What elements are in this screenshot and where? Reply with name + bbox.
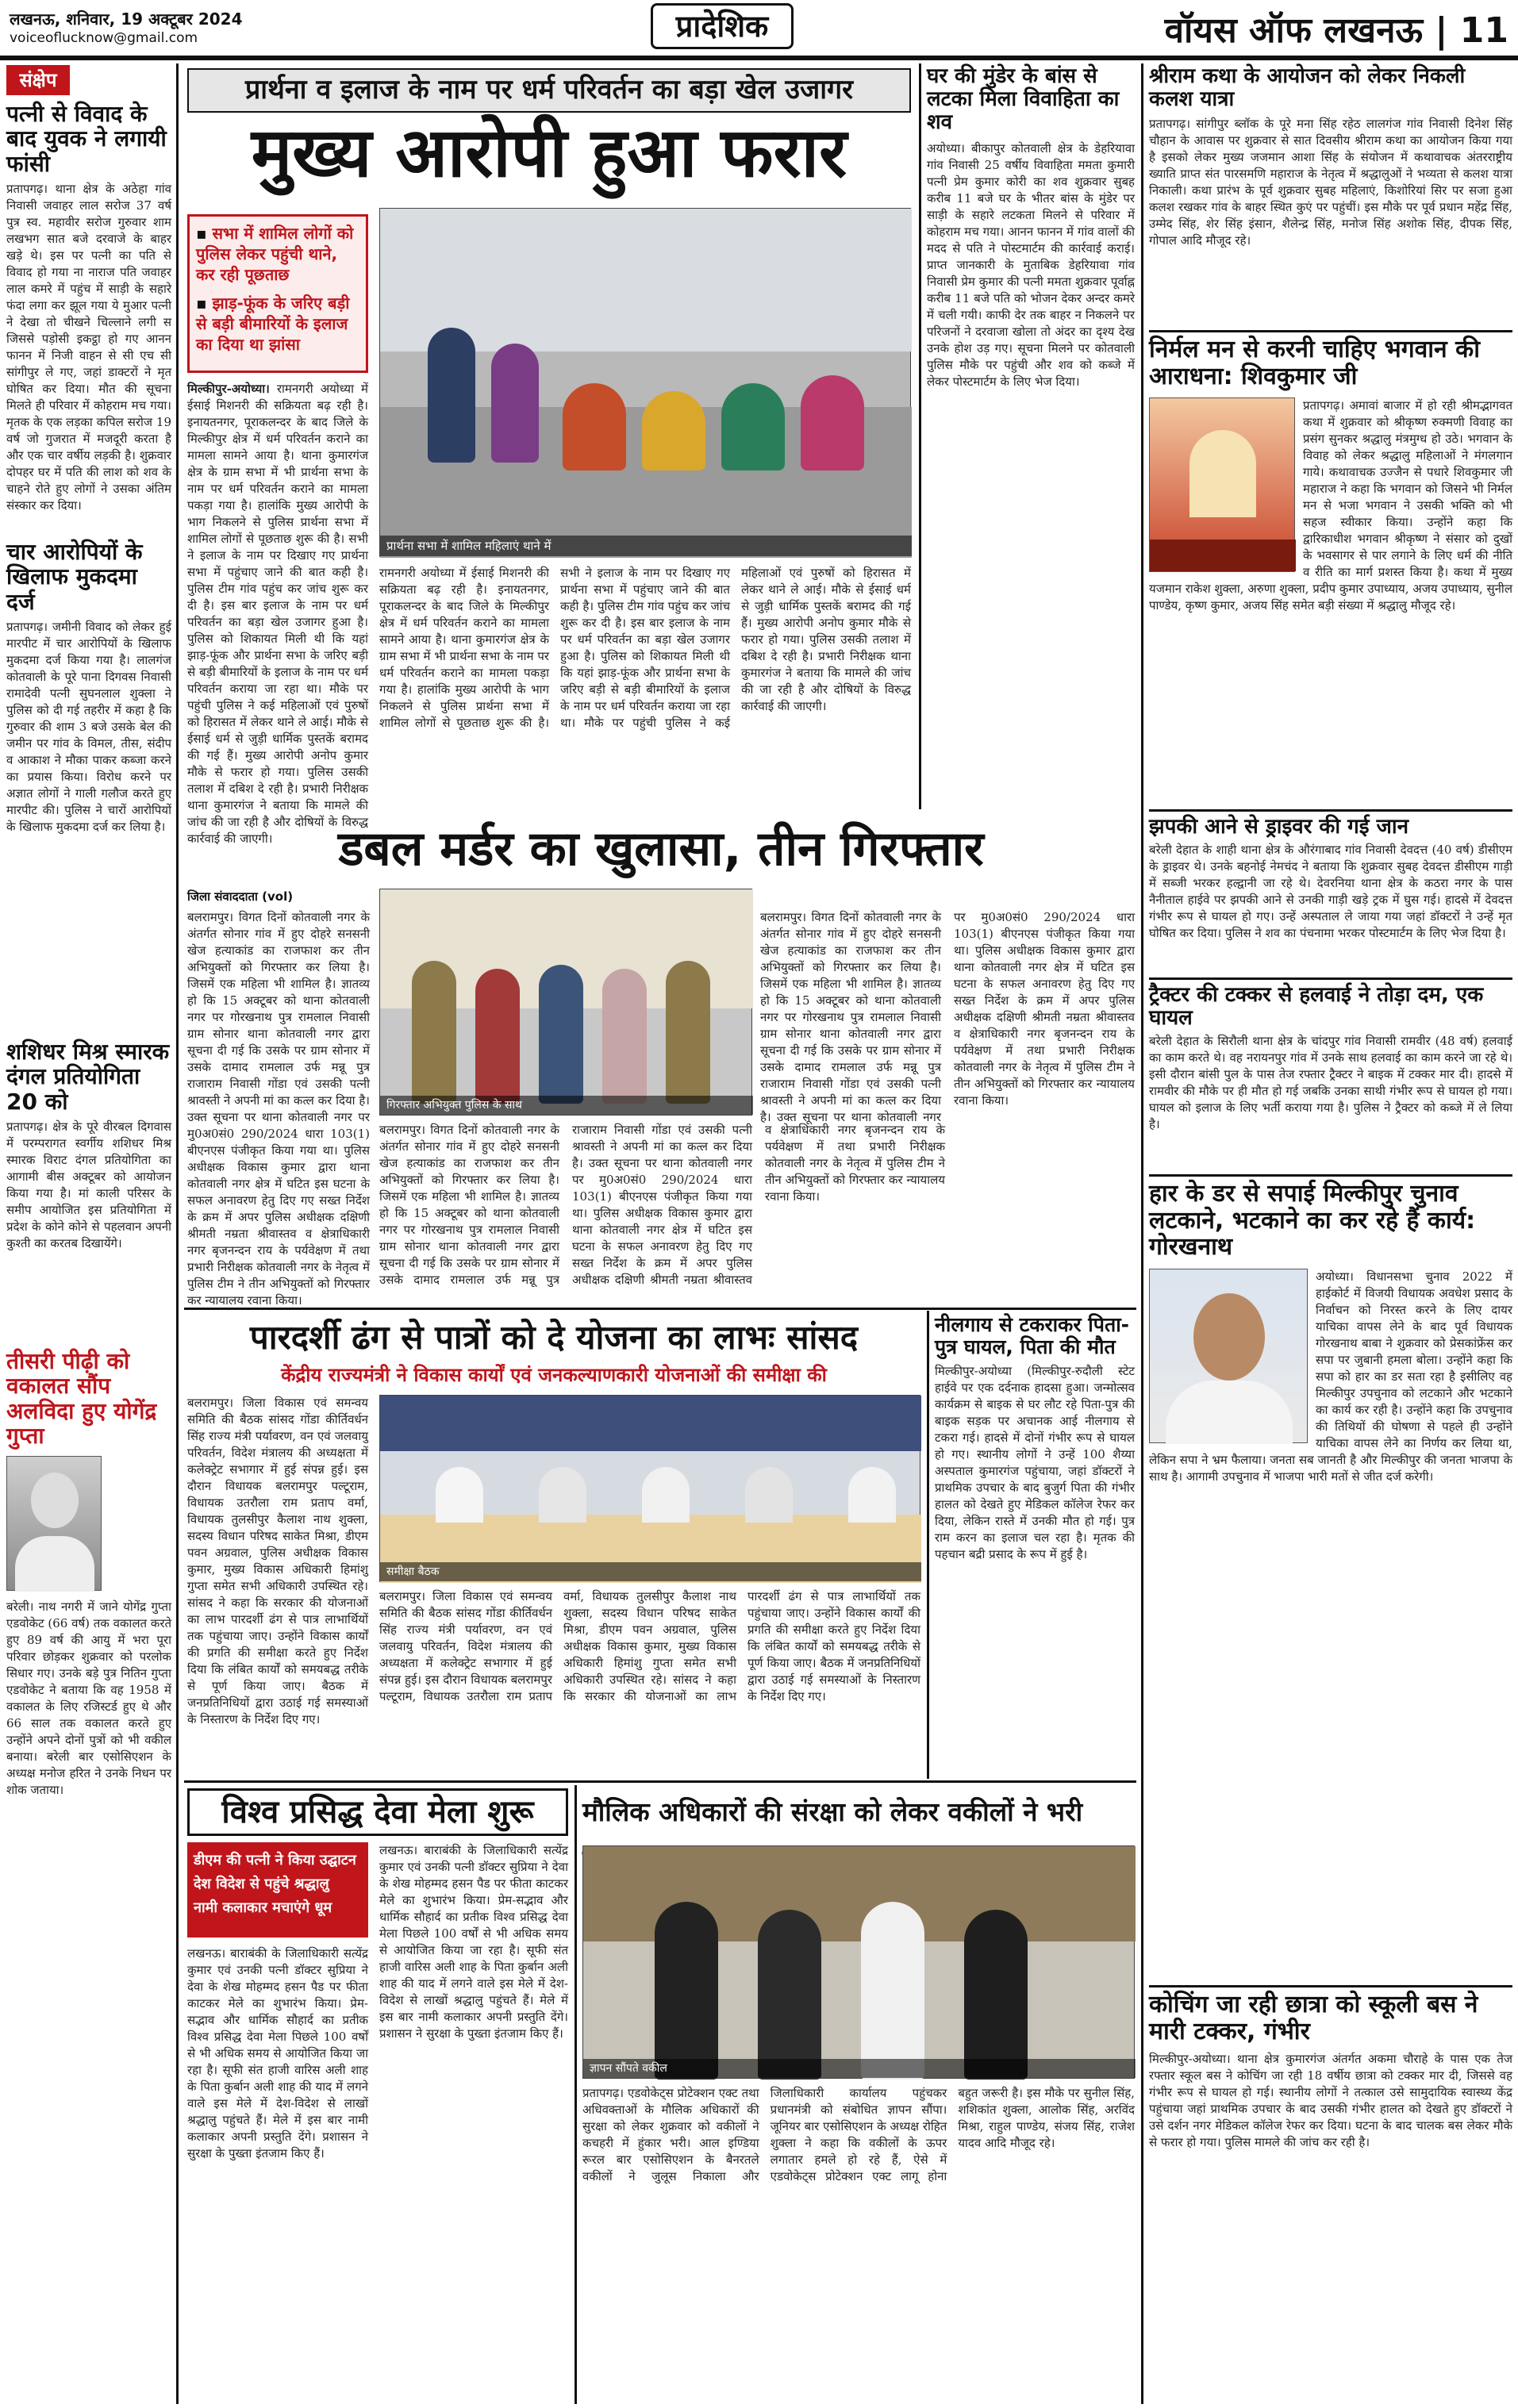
story-divider [1149, 1985, 1512, 1987]
photo-stage [1150, 540, 1296, 571]
lead-photo-caption: प्रार्थना सभा में शामिल महिलाएं थाने में [380, 536, 912, 556]
neelgay-body: मिल्कीपुर-अयोध्या (मिल्कीपुर-रुदौली स्टेट हाईवे पर एक दर्दनाक हादसा हुआ। जन्मोत्सव कार्यक्रम से बाइक से घर लौट रहे पिता-पुत्र की बाइक सड़क पर अचानक आई नीलगाय से टकरा गई। हादसे में दोनों गंभीर रूप से घायल हो गए। स्थानीय लोगों ने उन्हें 100 शैय्या अस्पताल कुमारगंज पहुंचाया, जहां डॉक्टरों ने प्राथमिक उपचार के बाद बुजुर्ग पिता की गंभीर हालत को देखते हुए मेडिकल कॉलेज रेफर कर दिया, लेकिन रास्ते में उनकी मौत हो गई। पुत्र राम करन का इलाज चल रहा है। मृतक की पहचान बद्री प्रसाद के रूप में हुई है। [935, 1364, 1135, 1561]
coaching-body: मिल्कीपुर-अयोध्या। थाना क्षेत्र कुमारगंज अंतर्गत अकमा चौराहे के पास एक तेज रफ्तार स्कूल बस ने कोचिंग जा रही 18 वर्षीय छात्रा को टक्कर मार दी, जिससे वह गंभीर रूप से घायल हो गई। स्थानीय लोगों ने तत्काल उसे सामुदायिक स्वास्थ्य केंद्र पहुंचाया जहां प्राथमिक उपचार के बाद उसकी गंभीर हालत को देखते हुए डॉक्टरों ने उसे दर्शन नगर मेडिकल कॉलेज रेफर कर दिया। घटना के बाद चालक बस लेकर मौके से फरार हो गया। पुलिस मामले की जांच कर रही है। [1149, 2052, 1512, 2150]
temple-photo [1149, 397, 1295, 572]
column-divider [176, 63, 179, 2404]
nirmal-body: प्रतापगढ़। अमावां बाजार में हो रही श्रीमद्भागवत कथा में शुक्रवार को श्रीकृष्ण रुक्मणी विवाह का प्रसंग सुनकर श्रद्धालु मंत्रमुग्ध हो उठे। भगवान के विवाह को लेकर श्रद्धालु महिलाओं ने मंगलगान गाये। कथावाचक उज्जैन से पधारे शिवकुमार जी महाराज ने कहा कि भगवान को जिसने भी निर्मल मन से भजा भगवान ने उसकी भक्ति को भी सहज स्वीकार किया। उन्होंने कहा कि द्वारिकाधीश भगवान श्रीकृष्ण ने संसार को दुखों के भवसागर से पार लगाने के लिए धर्म की नीति व रीति का मार्ग प्रशस्त किया है। कथा में मुख्य यजमान राकेश शुक्ला, अरुणा शुक्ला, प्रदीप कुमार उपाध्याय, अजय उपाध्याय, सुनील पाण्डेय, कृष्ण कुमार, अजय सिंह समेत बड़ी संख्या में श्रद्धालु मौजूद रहे। [1149, 398, 1512, 613]
story-neelgay [935, 1314, 1135, 1774]
contact-email[interactable]: voiceoflucknow@gmail.com [10, 30, 198, 46]
brief-1-body: प्रतापगढ़। थाना क्षेत्र के अठेहा गांव निवासी जवाहर लाल सरोज 37 वर्ष पुत्र स्व. महावीर सरोज गुरुवार शाम लखभग सात बजे दरवाजे के बाहर खड़े थे। इस पर पत्नी का पति से विवाद हो गया ना नाराज पति जवाहर लाल कमरे में पहुंच में साड़ी के सहारे फंदा लगा कर झूल गया ये मुआर पत्नी ने देखा तो चीखने चिल्लाने लगी स जिससे पड़ोसी इकट्ठा हो गए आनन फानन में निजी वाहन से सी एच सी सांगीपुर ले गए, जहां डाक्टरों ने मृत घोषित कर दिया। मौत की सूचना मिलते ही परिवार में कोहराम मच गया। मृतक के एक लड़का कपिल सरोज 19 वर्ष जो गुजरात में मजदूरी करता है और एक चार वर्षीय लड़की है। शुक्रवार दोपहर घर में पति की लाश को शव के चाहने रोते हुए लोगों ने उसका अंतिम संस्कार कर दिया। [6, 182, 171, 513]
brief-3-headline: शशिधर मिश्र स्मारक दंगल प्रतियोगिता 20 को [6, 1039, 170, 1115]
double-body-right [760, 909, 1135, 1301]
story-divider [1149, 330, 1512, 332]
vakil-body: प्रतापगढ़। एडवोकेट्स प्रोटेक्शन एक्ट तथा अधिवक्ताओं के मौलिक अधिकारों की सुरक्षा को लेकर शुक्रवार को वकीलों ने कचहरी में हुंकार भरी। आल इण्डिया रूरल बार एसोसिएशन के बैनरतले वकीलों ने जुलूस निकाला और जिलाधिकारी कार्यालय पहुंचकर प्रधानमंत्री को संबोधित ज्ञापन सौंपा। जूनियर बार एसोसिएशन के अध्यक्ष रोहित शुक्ला ने कहा कि वकीलों के ऊपर लगातार हमले हो रहे हैं, ऐसे में एडवोकेट्स प्रोटेक्शन एक्ट लागू होना बहुत जरूरी है। इस मौके पर सुनील सिंह, शशिकांत शुक्ला, आलोक सिंह, अरविंद मिश्रा, राहुल पाण्डेय, संजय सिंह, राजेश यादव आदि मौजूद रहे। [582, 2086, 1135, 2183]
photo-person [539, 1467, 586, 1523]
section-title: प्रादेशिक [651, 3, 794, 49]
story-nirmal [1149, 336, 1512, 805]
story-divider [1149, 1174, 1512, 1177]
nirmal-headline: निर्मल मन से करनी चाहिए भगवान की आराधना: शिवकुमार जी [1149, 336, 1480, 390]
saansad-subheadline: केंद्रीय राज्यमंत्री ने विकास कार्यों एवं जनकल्याणकारी योजनाओं की समीक्षा की [281, 1364, 827, 1386]
story-divider [1149, 977, 1512, 980]
brief-2-headline: चार आरोपियों के खिलाफ मुकदमा दर्ज [6, 539, 143, 615]
double-body-right-text: बलरामपुर। विगत दिनों कोतवाली नगर के अंतर्गत सोनार गांव में हुए दोहरे सनसनी खेज हत्याकांड का राजफाश कर तीन अभियुक्तों को गिरफ्तार कर लिया है। जिसमें एक महिला भी शामिल है। ज्ञातव्य हो कि 15 अक्टूबर को थाना कोतवाली नगर पर गोरखनाथ पुत्र रामलाल निवासी ग्राम सोनार थाना कोतवाली नगर द्वारा सूचना दी गई कि उसके पर ग्राम सोनार में उसके दामाद रामलाल उर्फ मन्नू पुत्र राजाराम निवासी गोंडा एवं उसकी पत्नी श्रावस्ती ने अपनी मां का कत्ल कर दिया है। उक्त सूचना पर थाना कोतवाली नगर पर मु0अ0सं0 290/2024 धारा 103(1) बीएनएस पंजीकृत किया गया था। पुलिस अधीक्षक विकास कुमार द्वारा थाना कोतवाली नगर क्षेत्र में घटित इस घटना के सफल अनावरण हेतु दिए गए सख्त निर्देश के क्रम में अपर पुलिस अधीक्षक दक्षिणी श्रीमती नम्रता श्रीवास्तव व क्षेत्राधिकारी नगर बृजनन्दन राय के पर्यवेक्षण में तथा प्रभारी निरीक्षक कोतवाली नगर के नेतृत्व में पुलिस टीम ने तीन अभियुक्तों को गिरफ्तार कर न्यायालय रवाना किया। [760, 910, 1135, 1124]
brief-2-body: प्रतापगढ़। जमीनी विवाद को लेकर हुई मारपीट में चार आरोपियों के खिलाफ मुकदमा दर्ज किया गया है। लालगंज कोतवाली के पूरे पाना दिगवस निवासी रामादेवी पत्नी सुघनलाल शुक्ला ने पुलिस को दी गई तहरीर में कहा है कि गुरुवार की शाम 3 बजे उसके बेल की जमीन पर गांव के विमल, तीस, संदीप व आकाश ने मौका पाकर कब्जा करने का प्रयास किया। विरोध करने पर अज्ञात लोगों ने गाली गलौज करते हुए मारपीट की। पुलिस ने चारों आरोपियों के खिलाफ मुकदमा दर्ज कर लिया है। [6, 620, 171, 835]
story-katha [1149, 65, 1512, 327]
double-body: बलरामपुर। विगत दिनों कोतवाली नगर के अंतर्गत सोनार गांव में हुए दोहरे सनसनी खेज हत्याकांड का राजफाश कर तीन अभियुक्तों को गिरफ्तार कर लिया है। जिसमें एक महिला भी शामिल है। ज्ञातव्य हो कि 15 अक्टूबर को थाना कोतवाली नगर पर गोरखनाथ पुत्र रामलाल निवासी ग्राम सोनार थाना कोतवाली नगर द्वारा सूचना दी गई कि उसके पर ग्राम सोनार में उसके दामाद रामलाल उर्फ मन्नू पुत्र राजाराम निवासी गोंडा एवं उसकी पत्नी श्रावस्ती ने अपनी मां का कत्ल कर दिया है। उक्त सूचना पर थाना कोतवाली नगर पर मु0अ0सं0 290/2024 धारा 103(1) बीएनएस पंजीकृत किया गया था। पुलिस अधीक्षक विकास कुमार द्वारा थाना कोतवाली नगर क्षेत्र में घटित इस घटना के सफल अनावरण हेतु दिए गए सख्त निर्देश के क्रम में अपर पुलिस अधीक्षक दक्षिणी श्रीमती नम्रता श्रीवास्तव व क्षेत्राधिकारी नगर बृजनन्दन राय के पर्यवेक्षण में तथा प्रभारी निरीक्षक कोतवाली नगर के नेतृत्व में पुलिस टीम ने तीन अभियुक्तों को गिरफ्तार कर न्यायालय रवाना किया। [187, 910, 370, 1308]
deva-body-col2 [379, 1842, 568, 2404]
katha-headline: श्रीराम कथा के आयोजन को लेकर निकली कलश यात्रा [1149, 64, 1466, 112]
tractor-body: बरेली देहात के सिरौली थाना क्षेत्र के चांदपुर गांव निवासी रामवीर (48 वर्ष) हलवाई का काम करते थे। वह नरायनपुर गांव में उनके साथ हलवाई का काम करने जा रहे थे। इसी दौरान बांसी पुल के पास तेज रफ्तार ट्रैक्टर ने बाइक में टक्कर मार दी। हादसे में रामवीर की मौके पर ही मौत हो गई जबकि उनका साथी गंभीर रूप से घायल हो गया। घायल को इलाज के लिए भर्ती कराया गया है। पुलिस ने ट्रैक्टर को कब्जे में ले लिया है। [1149, 1034, 1512, 1132]
photo-person [655, 1902, 718, 2080]
lead-bullet-1: ▪ सभा में शामिल लोगों को पुलिस लेकर पहुंची थाने, कर रही पूछताछ [196, 223, 359, 285]
deva-bullet-1: डीएम की पत्नी ने किया उद्घाटन [194, 1852, 356, 1868]
column-divider [575, 1785, 577, 2404]
saansad-headline: पारदर्शी ढंग से पात्रों को दे योजना का लाभः सांसद [249, 1318, 859, 1357]
portrait-photo [6, 1456, 102, 1591]
photo-shirt [1166, 1381, 1293, 1444]
photo-person [475, 969, 520, 1104]
double-photo-caption: गिरफ्तार अभियुक्त पुलिस के साथ [380, 1096, 753, 1115]
masthead: वॉयस ऑफ लखनऊ | 11 [1164, 10, 1508, 51]
photo-officer [666, 961, 710, 1104]
double-photo [379, 889, 752, 1116]
story-jhapki [1149, 816, 1512, 974]
saansad-photo [379, 1395, 920, 1582]
lead-body-col1 [187, 381, 368, 846]
saansad-body-col1 [187, 1395, 368, 1776]
photo-person [758, 1910, 821, 2080]
hang-headline: घर की मुंडेर के बांस से लटका मिला विवाहिता का शव [927, 64, 1120, 135]
photo-person [602, 969, 647, 1104]
photo-person [801, 375, 864, 470]
photo-person [721, 383, 785, 470]
deva-bullet-2: देश विदेश से पहुंचे श्रद्धालु [194, 1876, 329, 1892]
double-byline: जिला संवाददाता (vol) [187, 889, 294, 904]
photo-backdrop [380, 1396, 921, 1451]
portrait-face [31, 1473, 79, 1528]
vakil-body-cols [582, 2085, 1135, 2404]
lead-body: रामनगरी अयोध्या में ईसाई मिशनरी की सक्रियता बढ़ रही है। इनायतनगर, पूराकलन्दर के बाद जिले के मिल्कीपुर क्षेत्र में धर्म परिवर्तन कराने का मामला सामने आया है। थाना कुमारगंज क्षेत्र के ग्राम सभा में भी प्रार्थना सभा के नाम पर धर्म परिवर्तन कराने का मामला पकड़ा गया है। हालांकि मुख्य आरोपी के भाग निकलने से पुलिस प्रार्थना सभा में शामिल लोगों से पूछताछ शुरू की है। सभी ने इलाज के नाम पर दिखाए गए प्रार्थना सभा में पहुंचाए जाने की बात कही है। पुलिस टीम गांव पहुंच कर जांच शुरू कर दी है। इस बार इलाज के नाम पर धर्म परिवर्तन का बड़ा खेल उजागर हुआ है। पुलिस को शिकायत मिली थी कि यहां झाड़-फूंक और प्रार्थना सभा के जरिए बड़ी से बड़ी बीमारियों के इलाज के नाम पर धर्म परिवर्तन कराया जा रहा था। मौके पर पहुंची पुलिस ने कई महिलाओं एवं पुरुषों को हिरासत में लेकर थाने ले आई। मौके से ईसाई धर्म से जुड़ी धार्मिक पुस्तकें बरामद की गई हैं। मुख्य आरोपी अनोप कुमार मौके से फरार हो गया। पुलिस उसकी तलाश में दबिश दे रही है। प्रभारी निरीक्षक थाना कुमारगंज ने बताया कि मामले की जांच की जा रही है और दोषियों के विरुद्ध कार्रवाई की जाएगी। [187, 382, 368, 846]
photo-person [563, 383, 626, 470]
brief-1-headline: पत्नी से विवाद के बाद युवक ने लगायी फांसी [6, 101, 167, 177]
photo-person [491, 344, 539, 463]
hang-body: अयोध्या। बीकापुर कोतवाली क्षेत्र के डेहरियावा गांव निवासी 25 वर्षीय विवाहिता ममता कुमारी पत्नी प्रेम कुमार कोरी का शव शुक्रवार सुबह करीब 11 बजे घर के भीतर बांस के मुंडेर पर साड़ी के सहारे लटकता मिलने से परिवार में कोहराम मच गया। आनन फानन में गांव वालों की मदद से पति ने पोस्टमार्टम की कार्रवाई कराई। प्राप्त जानकारी के मुताबिक डेहरियावा गांव निवासी प्रेम कुमार की पत्नी ममता शुक्रवार पूर्वाह्न करीब 11 बजे पति को भोजन देकर अन्दर कमरे में चली गयी। काफी देर तक बाहर न निकलने पर परिजनों ने दरवाजा खोला तो अंदर का दृश्य देख उनके होश उड़ गए। सूचना मिलने पर कोतवाली पुलिस मौके पर पहुंची और शव को कब्जे में लेकर पोस्टमार्टम के लिए भेज दिया। [927, 141, 1135, 390]
double-body-col1 [187, 909, 370, 1308]
haar-body: अयोध्या। विधानसभा चुनाव 2022 में हाईकोर्ट में विजयी विधायक अवधेश प्रसाद के निर्वाचन को निरस्त करने के लिए दायर याचिका वापस लेने के बाद पूर्व विधायक गोरखनाथ बाबा ने शुक्रवार को प्रेसकांफ्रेंस कर सपा पर जुबानी हमला बोला। उन्होंने कहा कि सपा को हार का डर सता रहा है इसीलिए वह मिल्कीपुर उपचुनाव को लटकाने और भटकाने का कार्य कर रही है। उन्होंने कहा कि उपचुनाव की तिथियों की घोषणा से पहले ही उन्होंने याचिका वापस लेने का निर्णय कर लिया था, लेकिन सपा ने भ्रम फैलाया। जनता सब जानती है और मिल्कीपुर की जनता भाजपा के साथ है। आगामी उपचुनाव में भाजपा भारी मतों से जीत दर्ज करेगी। [1149, 1269, 1512, 1484]
deva-bullet-3: नामी कलाकार मचाएंगे धूम [194, 1899, 332, 1916]
photo-person [642, 1467, 690, 1523]
photo-person [539, 965, 583, 1104]
photo-person [436, 1467, 483, 1523]
lead-headline: मुख्य आरोपी हुआ फरार [251, 113, 847, 193]
story-hang [927, 65, 1135, 808]
story-haar [1149, 1181, 1512, 1982]
vakil-headline: मौलिक अधिकारों की संरक्षा को लेकर वकीलों ने भरी [582, 1796, 1083, 1827]
photo-idol [1189, 430, 1256, 517]
story-tractor [1149, 984, 1512, 1171]
jhapki-body: बरेली देहात के शाही थाना क्षेत्र के औरंगाबाद गांव निवासी देवदत्त (40 वर्ष) डीसीएम के ड्राइवर थे। उनके बहनोई नेमचंद ने बताया कि शुक्रवार सुबह देवदत्त डीसीएम गाड़ी में सब्जी भरकर हल्द्वानी जा रहे थे। देवरनिया थाना क्षेत्र के कठरा नगर के पास नैनीताल हाईवे पर झपकी आने से उनकी गाड़ी खड़े ट्रक में घुस गई। हादसे में देवदत्त गंभीर रूप से घायल हो गए। उन्हें अस्पताल ले जाया गया जहां डॉक्टरों ने उन्हें मृत घोषित कर दिया। पुलिस ने शव का पंचनामा भरकर पोस्टमार्टम के लिए भेज दिया है। [1149, 843, 1512, 941]
saansad-photo-caption: समीक्षा बैठक [380, 1562, 921, 1581]
double-body-cols [379, 1122, 945, 1301]
sidebar-label: संक्षेप [6, 65, 70, 95]
story-divider [184, 1780, 1136, 1783]
brief-4 [6, 1349, 171, 2396]
column-divider [919, 63, 921, 809]
photo-person [848, 1467, 896, 1523]
brief-4-body: बरेली। नाथ नगरी में जाने योगेंद्र गुप्ता एडवोकेट (66 वर्ष) तक वकालत करते हुए 89 वर्ष की आयु में भरा पूरा परिवार छोड़कर शुक्रवार को परलोक सिधार गए। उनके बड़े पुत्र नितिन गुप्ता एडवोकेट ने बताया कि वह 1958 में वकालत के लिए रजिस्टर्ड हुए थे और 66 साल तक वकालत करते हुए उन्होंने अपने दोनों पुत्रों को भी वकील बनाया। बरेली बार एसोसिएशन के अध्यक्ष मनोज हरित ने उनके निधन पर शोक जताया। [6, 1600, 172, 1798]
deva-body-col1 [187, 1945, 368, 2404]
brief-2 [6, 540, 171, 1016]
photo-person [745, 1467, 793, 1523]
vakil-photo [582, 1845, 1135, 2079]
brief-3 [6, 1039, 171, 1341]
photo-officer [412, 961, 456, 1104]
page-number: 11 [1459, 10, 1508, 51]
deva-highlights [187, 1842, 368, 1938]
column-divider [927, 1311, 929, 1779]
lead-photo [379, 208, 911, 557]
lead-bullet-2: ▪ झाड़-फूंक के जरिए बड़ी से बड़ी बीमारियों के इलाज का दिया था झांसा [196, 293, 359, 355]
lead-banner: प्रार्थना व इलाज के नाम पर धर्म परिवर्तन का बड़ा खेल उजागर [187, 68, 911, 113]
portrait-body [15, 1536, 94, 1592]
story-coaching [1149, 1991, 1512, 2404]
double-headline: डबल मर्डर का खुलासा, तीन गिरफ्तार [338, 821, 984, 877]
haar-headline: हार के डर से सपाई मिल्कीपुर चुनाव लटकाने, भटकाने का कर रहे हैं कार्य: गोरखनाथ [1149, 1180, 1476, 1262]
vakil-photo-caption: ज्ञापन सौंपते वकील [583, 2059, 1136, 2078]
brief-3-body: प्रतापगढ़। क्षेत्र के पूरे वीरबल दिगवास में परम्परागत स्वर्गीय शशिधर मिश्र स्मारक विराट दंगल प्रतियोगिता का आगामी बीस अक्टूबर को आयोजन किया गया है। मां काली परिसर के समीप आयोजित इस प्रतियोगिता में प्रदेश के कोने कोने से पहलवान अपनी कुश्ती का करतब दिखायेंगे। [6, 1120, 171, 1251]
saansad-body-cols [379, 1588, 920, 1776]
katha-body: प्रतापगढ़। सांगीपुर ब्लॉक के पूरे मना सिंह रहेठ लालगंज गांव निवासी दिनेश सिंह चौहान के आवास पर शुक्रवार से सात दिवसीय श्रीराम कथा का आयोजन किया गया है इसको लेकर मुख्य जजमान आशा सिंह के संयोजन में कथावाचक अंतरराष्ट्रीय ख्याति प्राप्त संत पारसमणि महाराज के नेतृत्व में श्रद्धालुओं ने भव्यता से कलश यात्रा निकाली। कथा प्रारंभ के पूर्व शुक्रवार सुबह महिलाएं, किशोरियां सिर पर सजा हुआ कलश रखकर गांव के बाहर स्थित कुएं पर पहुंचीं। इस मौके पर पूर्व प्रधान महेंद्र सिंह, उम्मेद सिंह, शेर सिंह इंसान, शैलेन्द्र सिंह, मनोज सिंह अशोक सिंह, दीपक सिंह, गोपाल आदि मौजूद रहे। [1149, 117, 1512, 248]
photo-person [428, 328, 475, 463]
photo-face [1193, 1293, 1265, 1381]
brief-4-headline: तीसरी पीढ़ी को वकालत सौंप अलविदा हुए योगेंद्र गुप्ता [6, 1348, 157, 1450]
lead-dateline: मिल्कीपुर-अयोध्या। [187, 382, 270, 396]
photo-person [642, 391, 705, 470]
neelgay-headline: नीलगाय से टकराकर पिता-पुत्र घायल, पिता की मौत [935, 1313, 1130, 1358]
header-divider [0, 56, 1518, 60]
brand-name: वॉयस ऑफ लखनऊ [1164, 10, 1424, 51]
lead-highlights [187, 214, 368, 373]
coaching-headline: कोचिंग जा रही छात्रा को स्कूली बस ने मारी टक्कर, गंभीर [1149, 1991, 1478, 2045]
photo-person [861, 1902, 924, 2080]
column-divider [1141, 63, 1143, 2404]
saansad-body: बलरामपुर। जिला विकास एवं समन्वय समिति की बैठक सांसद गोंडा कीर्तिवर्धन सिंह राज्य मंत्री पर्यावरण, वन एवं जलवायु परिवर्तन, विदेश मंत्रालय की अध्यक्षता में कलेक्ट्रेट सभागार में हुई संपन्न हुई। इस दौरान विधायक बलरामपुर पल्टूराम, विधायक उतरौला राम प्रताप वर्मा, विधायक तुलसीपुर कैलाश नाथ शुक्ला, सदस्य विधान परिषद साकेत मिश्रा, डीएम पवन अग्रवाल, पुलिस अधीक्षक विकास कुमार, मुख्य विकास अधिकारी हिमांशु गुप्ता समेत सभी अधिकारी उपस्थित रहे। सांसद ने कहा कि सरकार की योजनाओं का लाभ पारदर्शी ढंग से पात्र लाभार्थियों तक पहुंचाया जाए। उन्होंने विकास कार्यों की प्रगति की समीक्षा करते हुए निर्देश दिया कि लंबित कार्यों को समयबद्ध तरीके से पूर्ण किया जाए। बैठक में जनप्रतिनिधियों द्वारा उठाई गई समस्याओं के निस्तारण के निर्देश दिए गए। [187, 1396, 368, 1726]
gorakh-photo [1149, 1269, 1308, 1443]
lead-body-cols [379, 565, 911, 801]
saansad-body-continued: बलरामपुर। जिला विकास एवं समन्वय समिति की बैठक सांसद गोंडा कीर्तिवर्धन सिंह राज्य मंत्री पर्यावरण, वन एवं जलवायु परिवर्तन, विदेश मंत्रालय की अध्यक्षता में कलेक्ट्रेट सभागार में हुई संपन्न हुई। इस दौरान विधायक बलरामपुर पल्टूराम, विधायक उतरौला राम प्रताप वर्मा, विधायक तुलसीपुर कैलाश नाथ शुक्ला, सदस्य विधान परिषद साकेत मिश्रा, डीएम पवन अग्रवाल, पुलिस अधीक्षक विकास कुमार, मुख्य विकास अधिकारी हिमांशु गुप्ता समेत सभी अधिकारी उपस्थित रहे। सांसद ने कहा कि सरकार की योजनाओं का लाभ पारदर्शी ढंग से पात्र लाभार्थियों तक पहुंचाया जाए। उन्होंने विकास कार्यों की प्रगति की समीक्षा करते हुए निर्देश दिया कि लंबित कार्यों को समयबद्ध तरीके से पूर्ण किया जाए। बैठक में जनप्रतिनिधियों द्वारा उठाई गई समस्याओं के निस्तारण के निर्देश दिए गए। [379, 1589, 920, 1703]
deva-headline: विश्व प्रसिद्ध देवा मेला शुरू [187, 1788, 568, 1836]
story-divider [1149, 809, 1512, 812]
photo-person [964, 1910, 1028, 2080]
deva-body: लखनऊ। बाराबंकी के जिलाधिकारी सत्येंद्र कुमार एवं उनकी पत्नी डॉक्टर सुप्रिया ने देवा के शेख मोहम्मद हसन पैड पर फीता काटकर मेले का शुभारंभ किया। प्रेम-सद्भाव और धार्मिक सौहार्द का प्रतीक विश्व प्रसिद्ध देवा मेला पिछले 100 वर्षों से भी अधिक समय से आयोजित किया जा रहा है। सूफी संत हाजी वारिस अली शाह के पिता कुर्बान अली शाह की याद में लगने वाले इस मेले में देश-विदेश से लाखों श्रद्धालु पहुंचते हैं। मेले में इस बार नामी कलाकार अपनी प्रस्तुति देंगे। प्रशासन ने सुरक्षा के पुख्ता इंतजाम किए हैं। [187, 1946, 368, 2160]
story-divider [184, 1308, 1136, 1310]
lead-body-continued: रामनगरी अयोध्या में ईसाई मिशनरी की सक्रियता बढ़ रही है। इनायतनगर, पूराकलन्दर के बाद जिले के मिल्कीपुर क्षेत्र में धर्म परिवर्तन कराने का मामला सामने आया है। थाना कुमारगंज क्षेत्र के ग्राम सभा में भी प्रार्थना सभा के नाम पर धर्म परिवर्तन कराने का मामला पकड़ा गया है। हालांकि मुख्य आरोपी के भाग निकलने से पुलिस प्रार्थना सभा में शामिल लोगों से पूछताछ शुरू की है। सभी ने इलाज के नाम पर दिखाए गए प्रार्थना सभा में पहुंचाए जाने की बात कही है। पुलिस टीम गांव पहुंच कर जांच शुरू कर दी है। इस बार इलाज के नाम पर धर्म परिवर्तन का बड़ा खेल उजागर हुआ है। पुलिस को शिकायत मिली थी कि यहां झाड़-फूंक और प्रार्थना सभा के जरिए बड़ी से बड़ी बीमारियों के इलाज के नाम पर धर्म परिवर्तन कराया जा रहा था। मौके पर पहुंची पुलिस ने कई महिलाओं एवं पुरुषों को हिरासत में लेकर थाने ले आई। मौके से ईसाई धर्म से जुड़ी धार्मिक पुस्तकें बरामद की गई हैं। मुख्य आरोपी अनोप कुमार मौके से फरार हो गया। पुलिस उसकी तलाश में दबिश दे रही है। प्रभारी निरीक्षक थाना कुमारगंज ने बताया कि मामले की जांच की जा रही है और दोषियों के विरुद्ध कार्रवाई की जाएगी। [379, 566, 911, 730]
deva-body-continued: लखनऊ। बाराबंकी के जिलाधिकारी सत्येंद्र कुमार एवं उनकी पत्नी डॉक्टर सुप्रिया ने देवा के शेख मोहम्मद हसन पैड पर फीता काटकर मेले का शुभारंभ किया। प्रेम-सद्भाव और धार्मिक सौहार्द का प्रतीक विश्व प्रसिद्ध देवा मेला पिछले 100 वर्षों से भी अधिक समय से आयोजित किया जा रहा है। सूफी संत हाजी वारिस अली शाह के पिता कुर्बान अली शाह की याद में लगने वाले इस मेले में देश-विदेश से लाखों श्रद्धालु पहुंचते हैं। मेले में इस बार नामी कलाकार अपनी प्रस्तुति देंगे। प्रशासन ने सुरक्षा के पुख्ता इंतजाम किए हैं। [379, 1843, 568, 2041]
tractor-headline: ट्रैक्टर की टक्कर से हलवाई ने तोड़ा दम, एक घायल [1149, 983, 1484, 1031]
jhapki-headline: झपकी आने से ड्राइवर की गई जान [1149, 815, 1409, 839]
brief-1 [6, 102, 171, 514]
double-body-continued: बलरामपुर। विगत दिनों कोतवाली नगर के अंतर्गत सोनार गांव में हुए दोहरे सनसनी खेज हत्याकांड का राजफाश कर तीन अभियुक्तों को गिरफ्तार कर लिया है। जिसमें एक महिला भी शामिल है। ज्ञातव्य हो कि 15 अक्टूबर को थाना कोतवाली नगर पर गोरखनाथ पुत्र रामलाल निवासी ग्राम सोनार थाना कोतवाली नगर द्वारा सूचना दी गई कि उसके पर ग्राम सोनार में उसके दामाद रामलाल उर्फ मन्नू पुत्र राजाराम निवासी गोंडा एवं उसकी पत्नी श्रावस्ती ने अपनी मां का कत्ल कर दिया है। उक्त सूचना पर थाना कोतवाली नगर पर मु0अ0सं0 290/2024 धारा 103(1) बीएनएस पंजीकृत किया गया था। पुलिस अधीक्षक विकास कुमार द्वारा थाना कोतवाली नगर क्षेत्र में घटित इस घटना के सफल अनावरण हेतु दिए गए सख्त निर्देश के क्रम में अपर पुलिस अधीक्षक दक्षिणी श्रीमती नम्रता श्रीवास्तव व क्षेत्राधिकारी नगर बृजनन्दन राय के पर्यवेक्षण में तथा प्रभारी निरीक्षक कोतवाली नगर के नेतृत्व में पुलिस टीम ने तीन अभियुक्तों को गिरफ्तार कर न्यायालय रवाना किया। [379, 1123, 945, 1287]
issue-date: लखनऊ, शनिवार, 19 अक्टूबर 2024 [10, 10, 243, 29]
